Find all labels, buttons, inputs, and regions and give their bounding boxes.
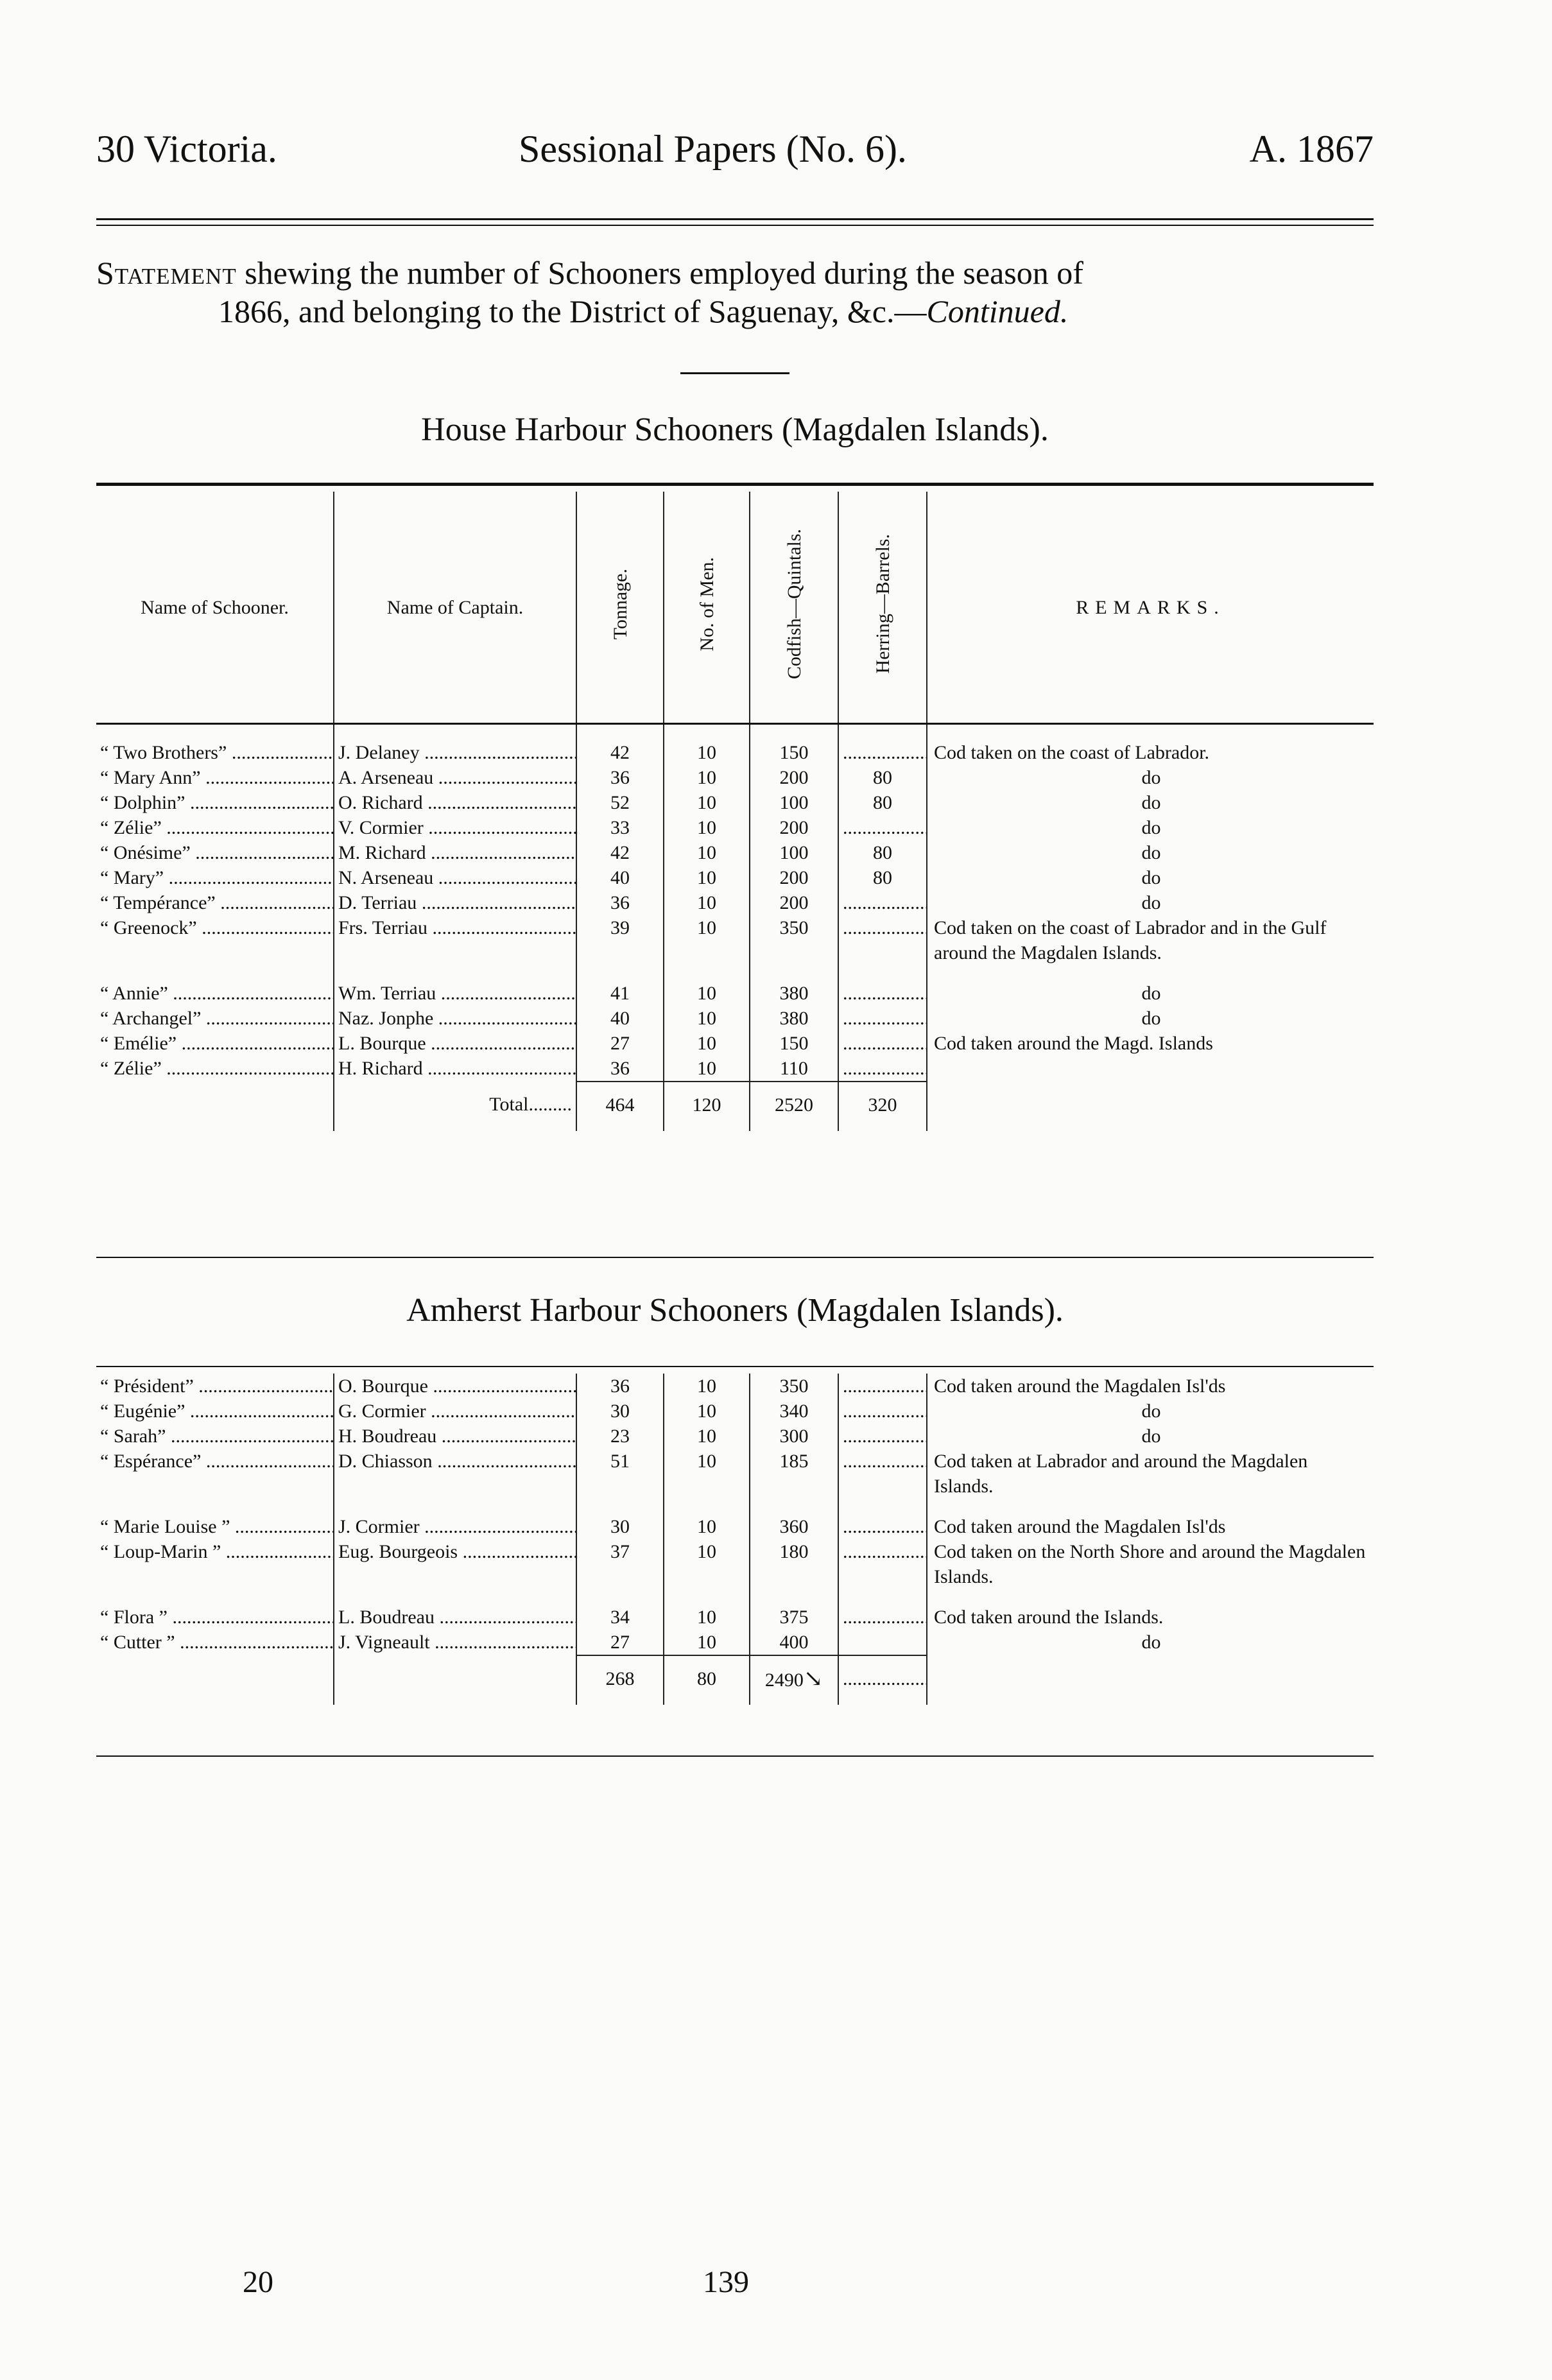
table-row: “ Mary” ..... N. Arseneau ..... 40 10 200 80 do <box>96 865 1374 890</box>
amherst-total-codfish: 2490↘ <box>750 1655 838 1705</box>
amherst-total-tonnage: 268 <box>576 1655 664 1705</box>
house-harbour-title: House Harbour Schooners (Magdalen Islands). <box>421 411 1049 448</box>
house-table-header-row <box>96 492 1374 724</box>
page-number: 139 <box>703 2265 749 2299</box>
short-divider <box>680 372 789 374</box>
total-herring: 320 <box>838 1082 927 1131</box>
amherst-table-top-rule <box>96 1366 1374 1367</box>
header-rule-bottom <box>96 225 1374 226</box>
table-row: “ Two Brothers” ..... J. Delaney ..... 42 10 150 ..... Cod taken on the coast of Labrador. <box>96 740 1374 765</box>
table-row: “ Zélie” ..... V. Cormier ..... 33 10 200 ..... do <box>96 815 1374 840</box>
house-table-bottom-rule <box>96 1257 1374 1258</box>
total-tonnage: 464 <box>576 1082 664 1131</box>
table-row: “ Zélie” ..... H. Richard ..... 36 10 110 ..... <box>96 1056 1374 1082</box>
pen-mark-icon: ↘ <box>803 1666 823 1691</box>
amherst-total-row <box>96 1655 1374 1705</box>
amherst-harbour-title: Amherst Harbour Schooners (Magdalen Islands). <box>406 1292 1064 1329</box>
table-row: “ Président” ..... O. Bourque ..... 36 10 350 ..... Cod taken around the Magdalen Isl'ds <box>96 1374 1374 1399</box>
header-rule-top <box>96 218 1374 220</box>
table-row: “ Onésime” ..... M. Richard ..... 42 10 100 80 do <box>96 840 1374 865</box>
col-header-remarks: REMARKS. <box>927 492 1374 724</box>
table-row: “ Greenock” ..... Frs. Terriau ..... 39 10 350 ..... Cod taken on the coast of Labrador and in the Gulf around the Magdalen Islands. <box>96 915 1374 965</box>
table-row: “ Flora ” ..... L. Boudreau ..... 34 10 375 ..... Cod taken around the Islands. <box>96 1605 1374 1630</box>
table-row: “ Loup-Marin ” ..... Eug. Bourgeois ..... 37 10 180 ..... Cod taken on the North Shore and around the Magdalen Islands. <box>96 1539 1374 1589</box>
table-row: “ Archangel” ..... Naz. Jonphe ..... 40 10 380 ..... do <box>96 1006 1374 1031</box>
table-row: “ Tempérance” ..... D. Terriau ..... 36 10 200 ..... do <box>96 890 1374 915</box>
table-row: “ Mary Ann” ..... A. Arseneau ..... 36 10 200 80 do <box>96 765 1374 790</box>
col-header-codfish: Codfish—Quintals. <box>750 492 838 724</box>
table-row: “ Marie Louise ” ..... J. Cormier ..... 30 10 360 ..... Cod taken around the Magdalen Isl'ds <box>96 1514 1374 1539</box>
running-head <box>96 123 1374 175</box>
statement-line-2: 1866, and belonging to the District of Saguenay, &c.— <box>218 293 927 329</box>
table-row: “ Emélie” ..... L. Bourque ..... 27 10 150 ..... Cod taken around the Magd. Islands <box>96 1031 1374 1056</box>
amherst-harbour-table <box>96 1374 1374 1705</box>
total-label: Total <box>489 1094 529 1115</box>
col-header-schooner: Name of Schooner. <box>141 596 289 618</box>
statement-continued: Continued. <box>926 293 1069 329</box>
col-header-men: No. of Men. <box>664 492 750 724</box>
table-row: “ Sarah” ..... H. Boudreau ..... 23 10 300 ..... do <box>96 1424 1374 1449</box>
amherst-total-men: 80 <box>664 1655 750 1705</box>
house-table-top-rule <box>96 483 1374 486</box>
sessional-papers-label: Sessional Papers (No. 6). <box>519 128 907 170</box>
table-row: “ Eugénie” ..... G. Cormier ..... 30 10 340 ..... do <box>96 1399 1374 1424</box>
statement-line-1: shewing the number of Schooners employed during the season of <box>245 255 1083 291</box>
house-total-row: Total......... 464 120 2520 320 <box>96 1082 1374 1131</box>
amherst-table-bottom-rule <box>96 1755 1374 1757</box>
year-label: A. 1867 <box>1249 128 1374 170</box>
table-row: “ Dolphin” ..... O. Richard ..... 52 10 100 80 do <box>96 790 1374 815</box>
total-codfish: 2520 <box>750 1082 838 1131</box>
volume-label: 30 Victoria. <box>96 128 277 170</box>
house-harbour-table <box>96 492 1374 1131</box>
table-row: “ Espérance” ..... D. Chiasson ..... 51 10 185 ..... Cod taken at Labrador and around the Magdalen Islands. <box>96 1449 1374 1499</box>
statement-heading <box>96 254 1374 331</box>
col-header-tonnage: Tonnage. <box>576 492 664 724</box>
total-men: 120 <box>664 1082 750 1131</box>
statement-lead: Statement <box>96 255 237 291</box>
col-header-herring: Herring—Barrels. <box>838 492 927 724</box>
table-row: “ Cutter ” ..... J. Vigneault ..... 27 10 400 do <box>96 1630 1374 1655</box>
footer-left-number: 20 <box>243 2265 273 2299</box>
col-header-captain: Name of Captain. <box>334 492 576 724</box>
table-row: “ Annie” ..... Wm. Terriau ..... 41 10 380 ..... do <box>96 981 1374 1006</box>
